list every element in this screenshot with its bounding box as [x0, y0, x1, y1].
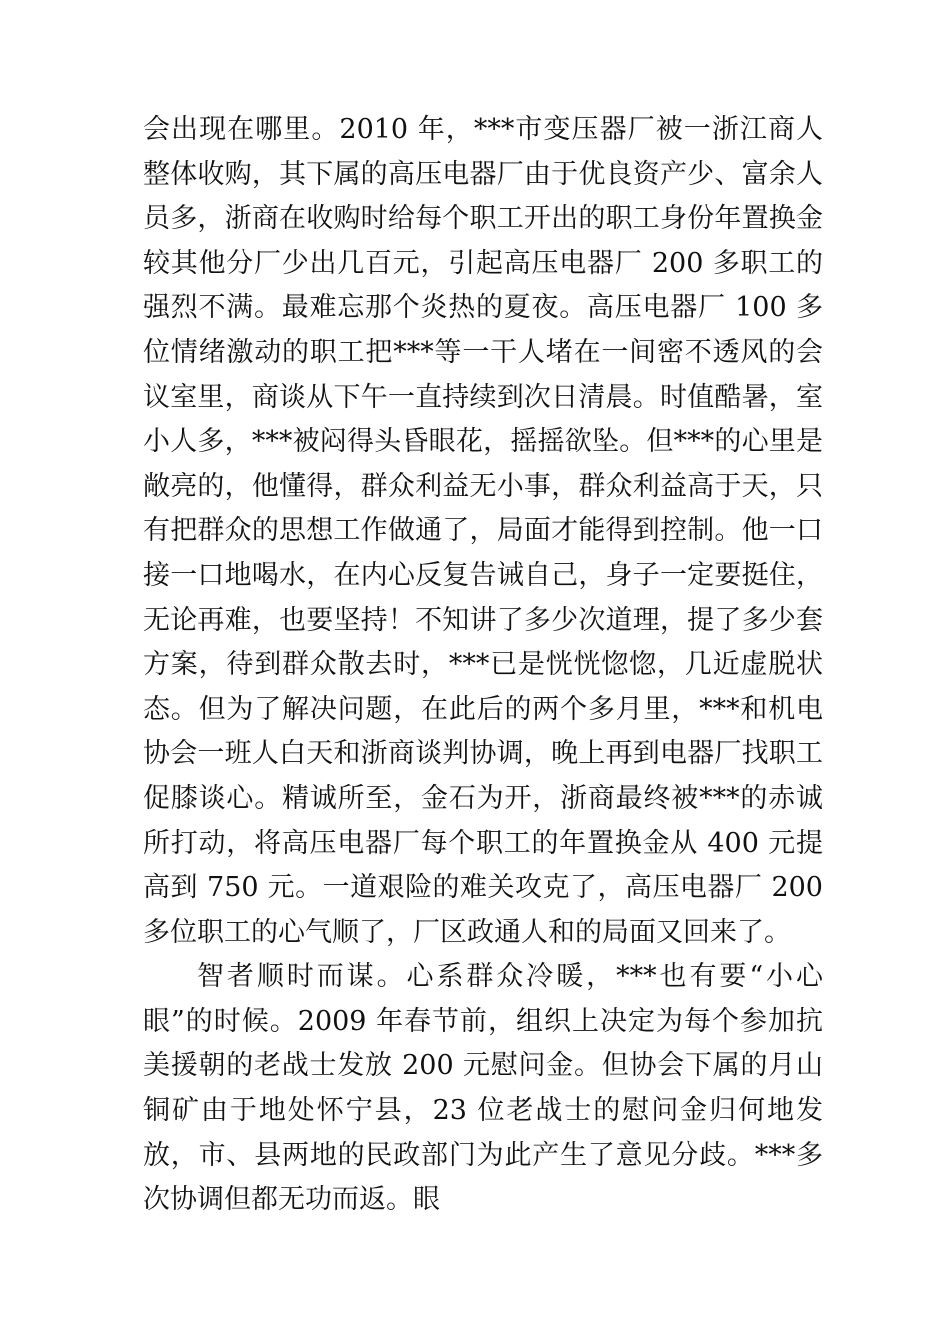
document-body	[143, 108, 823, 1223]
paragraph: 会出现在哪里。2010 年，***市变压器厂被一浙江商人整体收购，其下属的高压电器厂由于优良资产少、富余人员多，浙商在收购时给每个职工开出的职工身份年置换金较其他分厂少出几百元，引起高压电器厂 200 多职工的强烈不满。最难忘那个炎热的夏夜。高压电器厂 100 多位情绪激动的职工把***等一干人堵在一间密不透风的会议室里，商谈从下午一直持续到次日清晨。时值酷暑，室小人多，***被闷得头昏眼花，摇摇欲坠。但***的心里是敞亮的，他懂得，群众利益无小事，群众利益高于天，只有把群众的思想工作做通了，局面才能得到控制。他一口接一口地喝水，在内心反复告诫自己，身子一定要挺住，无论再难，也要坚持！不知讲了多少次道理，提了多少套方案，待到群众散去时，***已是恍恍惚惚，几近虚脱状态。但为了解决问题，在此后的两个多月里，***和机电协会一班人白天和浙商谈判协调，晚上再到电器厂找职工促膝谈心。精诚所至，金石为开，浙商最终被***的赤诚所打动，将高压电器厂每个职工的年置换金从 400 元提高到 750 元。一道艰险的难关攻克了，高压电器厂 200 多位职工的心气顺了，厂区政通人和的局面又回来了。	[143, 114, 823, 948]
paragraph: 智者顺时而谋。心系群众冷暖，***也有要“小心眼”的时候。2009 年春节前，组织上决定为每个参加抗美援朝的老战士发放 200 元慰问金。但协会下属的月山铜矿由于地处怀宁县，23 位老战士的慰问金归何地发放，市、县两地的民政部门为此产生了意见分歧。***多次协调但都无功而返。眼	[143, 961, 823, 1216]
